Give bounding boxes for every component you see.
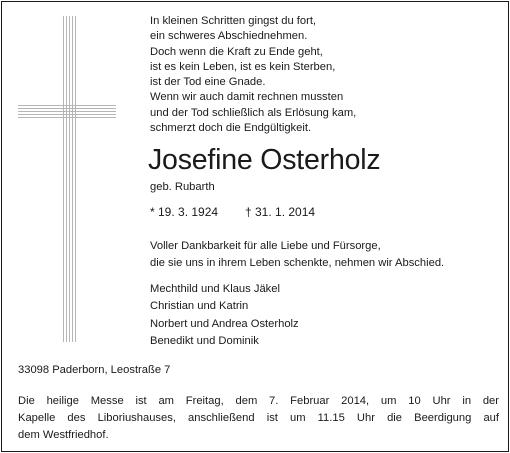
family-group (150, 316, 490, 349)
death-notice (1, 1, 509, 452)
thanks-line: Voller Dankbarkeit für alle Liebe und Fürsorge, (150, 240, 381, 252)
address: 33098 Paderborn, Leostraße 7 (18, 364, 171, 376)
family-group (150, 281, 490, 314)
death-date: † 31. 1. 2014 (245, 205, 316, 219)
poem-line: In kleinen Schritten gingst du fort, (150, 15, 317, 27)
poem-line: und der Tod schließlich als Erlösung kam, (150, 106, 357, 119)
family-member: Mechthild und Klaus Jäkel (150, 283, 280, 295)
deceased-name: Josefine Osterholz (148, 144, 381, 176)
thanks-text (150, 238, 502, 271)
poem-line: ein schweres Abschiednehmen. (150, 30, 308, 43)
poem-line: ist der Tod eine Gnade. (150, 76, 266, 89)
poem-line: Doch wenn die Kraft zu Ende geht, (150, 45, 323, 58)
service-info (18, 393, 499, 444)
service-line: Die heilige Messe ist am Freitag, dem 7. Februar 2014, um 10 Uhr in der (18, 395, 499, 407)
life-dates (150, 205, 316, 220)
birth-date: * 19. 3. 1924 (150, 205, 219, 219)
thanks-line: die sie uns in ihrem Leben schenkte, nehmen wir Abschied. (150, 256, 445, 269)
family-member: Christian und Katrin (150, 299, 249, 312)
poem (150, 14, 490, 136)
family-member: Benedikt und Dominik (150, 334, 259, 347)
poem-line: schmerzt doch die Endgültigkeit. (150, 122, 312, 135)
service-line: dem Westfriedhof. (18, 429, 109, 441)
poem-line: Wenn wir auch damit rechnen mussten (150, 91, 344, 104)
cross-icon (2, 2, 142, 362)
maiden-name: geb. Rubarth (150, 181, 215, 193)
poem-line: ist es kein Leben, ist es kein Sterben, (150, 60, 336, 73)
family-member: Norbert und Andrea Osterholz (150, 318, 299, 330)
service-line: Kapelle des Liboriushauses, anschließend ist um 11.15 Uhr die Beerdigung auf (18, 412, 499, 424)
